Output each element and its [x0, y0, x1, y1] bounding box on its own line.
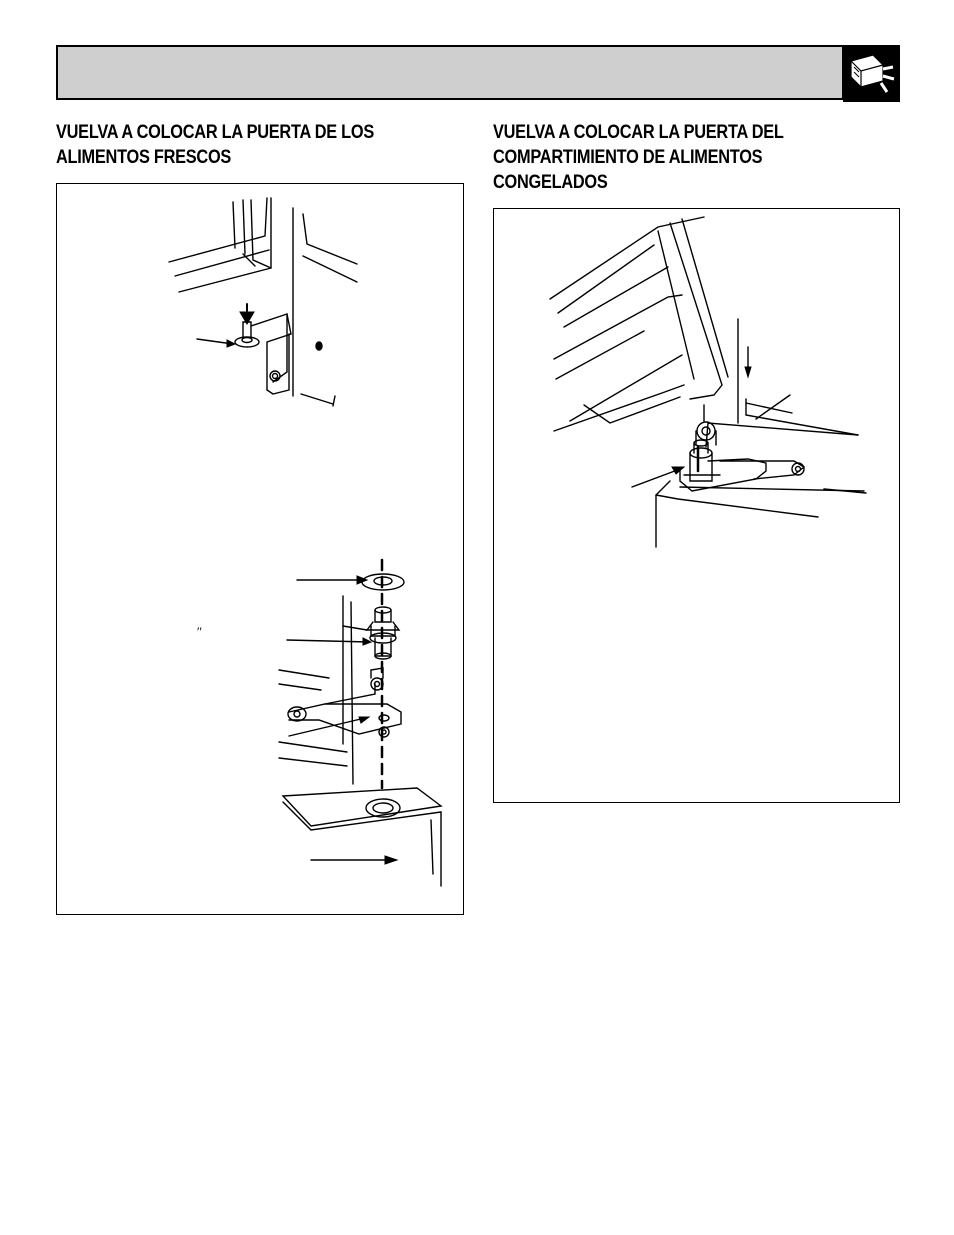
inch-mark: ″: [196, 624, 202, 639]
hinge-diagram-freezer: [494, 209, 901, 804]
heading-line: COMPARTIMIENTO DE ALIMENTOS: [493, 147, 763, 168]
fresh-food-door-illustration: [56, 183, 464, 915]
plug-icon: [843, 45, 900, 102]
heading-line: ALIMENTOS FRESCOS: [56, 147, 232, 168]
heading-line: VUELVA A COLOCAR LA PUERTA DE LOS: [56, 122, 374, 143]
heading-line: VUELVA A COLOCAR LA PUERTA DEL: [493, 122, 784, 143]
freezer-door-heading: [493, 120, 784, 195]
header-bar: [56, 45, 844, 100]
hinge-diagram-fresh-food: [57, 184, 465, 916]
fresh-food-door-heading: [56, 120, 374, 170]
freezer-door-illustration: [493, 208, 900, 803]
plug-tab: [843, 45, 900, 102]
heading-line: CONGELADOS: [493, 172, 608, 193]
